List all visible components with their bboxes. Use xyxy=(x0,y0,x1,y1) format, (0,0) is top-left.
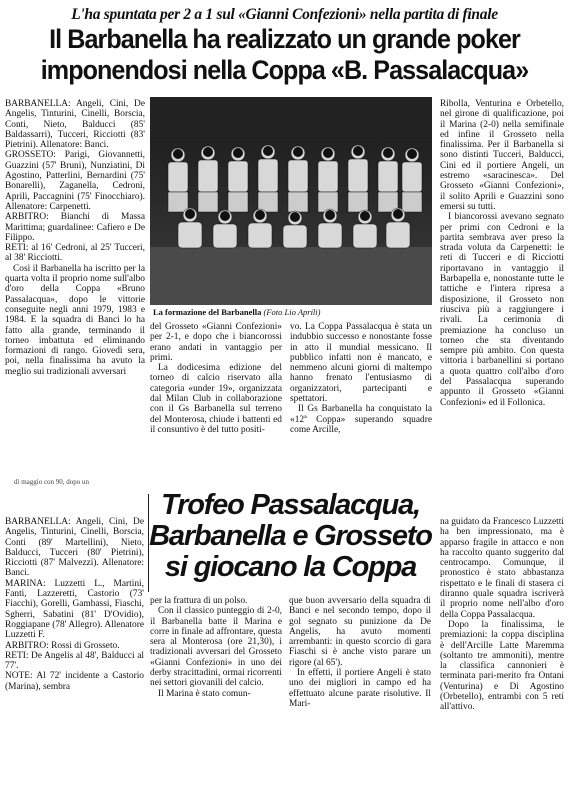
body-paragraph: per la frattura di un polso. xyxy=(150,596,248,606)
team-photo-image xyxy=(150,97,432,305)
photo-caption xyxy=(153,307,433,317)
notes: NOTE: Al 72' incidente a Castorio (Marina), sembra xyxy=(5,671,144,692)
article2-column-1 xyxy=(5,517,144,692)
article2-column-3 xyxy=(289,596,431,709)
body-paragraph: Così il Barbanella ha iscritto per la quarta volta il proprio nome sull'albo d'oro della Coppa «Bruno Passalacqua», dopo le vittorie conseguite negli anni 1979, 1983 e 1984. E la squadra di Banci lo ha fatto alla grande, terminando il torneo imbattuta ed eliminando formazioni di rango. Giovedì sera, poi, nella finalissima ha avuto la meglio sui tradizionali avversari xyxy=(5,263,145,377)
article2-column-2 xyxy=(150,596,282,699)
body-paragraph: del Grosseto «Gianni Confezioni» per 2-1, e dopo che i biancorossi erano andati in vantaggio per primi. xyxy=(150,322,282,363)
headline-line-1: Il Barbanella ha realizzato un grande poker xyxy=(49,24,520,54)
body-paragraph: Con il classico punteggio di 2-0, il Barbanella batte il Marina e corre in finale ad affrontare, questa sera al Monterosa (ore 21,30), i tradizionali avversari del Grosseto «Gianni Confezioni» in uno dei derby stracittadini, ormai ricorrenti nei settori giovanili del calcio. xyxy=(150,606,282,689)
article1-column-3 xyxy=(290,322,432,435)
goals: RETI: De Angelis al 48', Balducci al 77'. xyxy=(5,650,144,672)
article1-kicker: L'ha spuntata per 2 a 1 sul «Gianni Confezioni» nella partita di finale xyxy=(71,6,498,23)
lineup-marina: MARINA: Luzzetti L., Martini, Fanti, Lazzeretti, Castorio (73' Fiacchi), Gorelli, Gambassi, Fiaschi, Sgherri, Sabatini (81' D'Ovidio), Roggiapane (78' Allegro). Allenatore Luzzetti F. xyxy=(5,578,144,641)
article1-column-1 xyxy=(5,99,145,377)
body-paragraph: In effetti, il portiere Angeli è stato uno dei migliori in campo ed ha effettuato alcune parate risolutive. Il Mari- xyxy=(289,668,431,709)
team-photo xyxy=(150,97,432,305)
headline-line-3: si giocano la Coppa xyxy=(164,551,417,583)
caption-text: La formazione del Barbanella xyxy=(153,307,262,317)
body-paragraph: Dopo la finalissima, le premiazioni: la coppa disciplina è dell'Arcille Latte Maremma (soltanto tre ammoniti), mentre la classifica cannonieri è terminata pari-merito fra Ontani (Venturina) e Di Agostino (Orbetello), entrambi con 5 reti all'attivo. xyxy=(440,619,564,713)
body-paragraph: I biancorossi avevano segnato per primi con Cedroni e la partita sembrava aver preso la strada voluta da Carpenetti: le reti di Tucceri e di Ricciotti riportavano in vantaggio il Barbapella e, nonostante tutte le tattiche e l'intera ripresa a disposizione, il Grosseto non riusciva più a raggiungere i rivali. La cerimonia di premiazione ha concluso un torneo che sta diventando sempre più ambito. Con questa vittoria i barbanellini si portano a quota quattro coll'albo d'oro del Passalacqua superando appunto il Grosseto «Gianni Confezioni» ed il Follonica. xyxy=(440,212,564,408)
referee: ARBITRO: Bianchi di Massa Marittima; guardalinee: Cafiero e De Filippo. xyxy=(5,212,145,243)
article1-column-2 xyxy=(150,322,282,435)
body-paragraph: Il Marina è stato comun- xyxy=(158,688,251,699)
body-paragraph: Ribolla, Venturina e Orbetello, nel girone di qualificazione, poi il Marina (2-0) nella semifinale ed infine il Grosseto nella finalissima. Per il Barbanella si sono distinti Tucceri, Balducci, Cini ed il portiere Angeli, un estremo «saracinesca». Del Grosseto «Gianni Confezioni», il solito Aprili e Guazzini sono emersi su tutti. xyxy=(440,99,564,212)
lineup-barbanella: BARBANELLA: Angeli, Cini, De Angelis, Tinturini, Cinelli, Borscia, Conti (89' Martellini), Nieto, Balducci, Tucceri (80' Pietrini), Ricciotti (87' Malvezzi). Allenatore: Banci. xyxy=(5,517,144,579)
caption-credit: (Foto Lio Aprili) xyxy=(263,307,321,317)
goals: RETI: al 16' Cedroni, al 25' Tucceri, al 38' Ricciotti. xyxy=(5,243,145,264)
body-paragraph: que buon avversario della squadra di Banci e nel secondo tempo, dopo il gol segnato su punizione da De Angelis, ha avuto momenti arrembanti: in questo scorcio di gara Fiaschi si è anche visto parare un rigore (al 65'). xyxy=(289,596,431,668)
body-paragraph: La dodicesima edizione del torneo di calcio riservato alla categoria «under 19», organizzata dal Milan Club in collaborazione con il Gs Barbanella sul terreno del Monterosa, chiude i battenti ed il consuntivo è del tutto positi- xyxy=(150,363,282,435)
lineup-grosseto: GROSSETO: Parigi, Giovannetti, Guazzini (57' Bruni), Nunziatini, Di Agostino, Patterlini, Bernardini (75' Bonarelli), Zaganella, Cedronì, Aprili, Paccagnini (75' Finocchiaro). Allenatore: Carpenetti. xyxy=(5,150,145,212)
article1-headline xyxy=(29,24,540,86)
referee: ARBITRO: Rossi di Grosseto. xyxy=(5,640,120,651)
body-paragraph: Il Gs Barbanella ha conquistato la «12ª Coppa» superando squadre come Arcille, xyxy=(290,404,432,435)
lineup-barbanella: BARBANELLA: Angeli, Cini, De Angelis, Tinturini, Cinelli, Borscia, Conti, Nieto, Balducci (85' Baldassarri), Tucceri, Ricciotti (83' Pietrini). Allenatore: Banci. xyxy=(5,99,145,151)
article2-column-4 xyxy=(440,517,564,713)
headline-line-1: Trofeo Passalacqua, xyxy=(161,489,420,521)
body-paragraph: na guidato da Francesco Luzzetti ha ben impressionato, ma è apparso fragile in attacco e non ha raccolto quanto suggerito dal centrocampo. Comunque, il pronostico è stato abbastanza rispettato e le finali di stasera ci diranno quale squadra iscriverà il proprio nome nell'albo d'oro della Coppa Passalacqua. xyxy=(440,517,564,620)
headline-line-2: Barbanella e Grosseto xyxy=(149,520,432,552)
headline-line-2: imponendosi nella Coppa «B. Passalacqua» xyxy=(40,55,529,85)
article2-headline xyxy=(148,490,433,583)
body-paragraph: vo. La Coppa Passalacqua è stata un indubbio successo e nonostante fosse in atto il mundial messicano. Il pubblico infatti non è mancato, e nemmeno alcuni giorni di maltempo hanno frenato l'entusiasmo di organizzatori, partecipanti e spettatori. xyxy=(290,322,432,405)
article1-column-4 xyxy=(440,99,564,408)
clipping-fragment: di maggio con 90, dopo un xyxy=(14,478,90,486)
